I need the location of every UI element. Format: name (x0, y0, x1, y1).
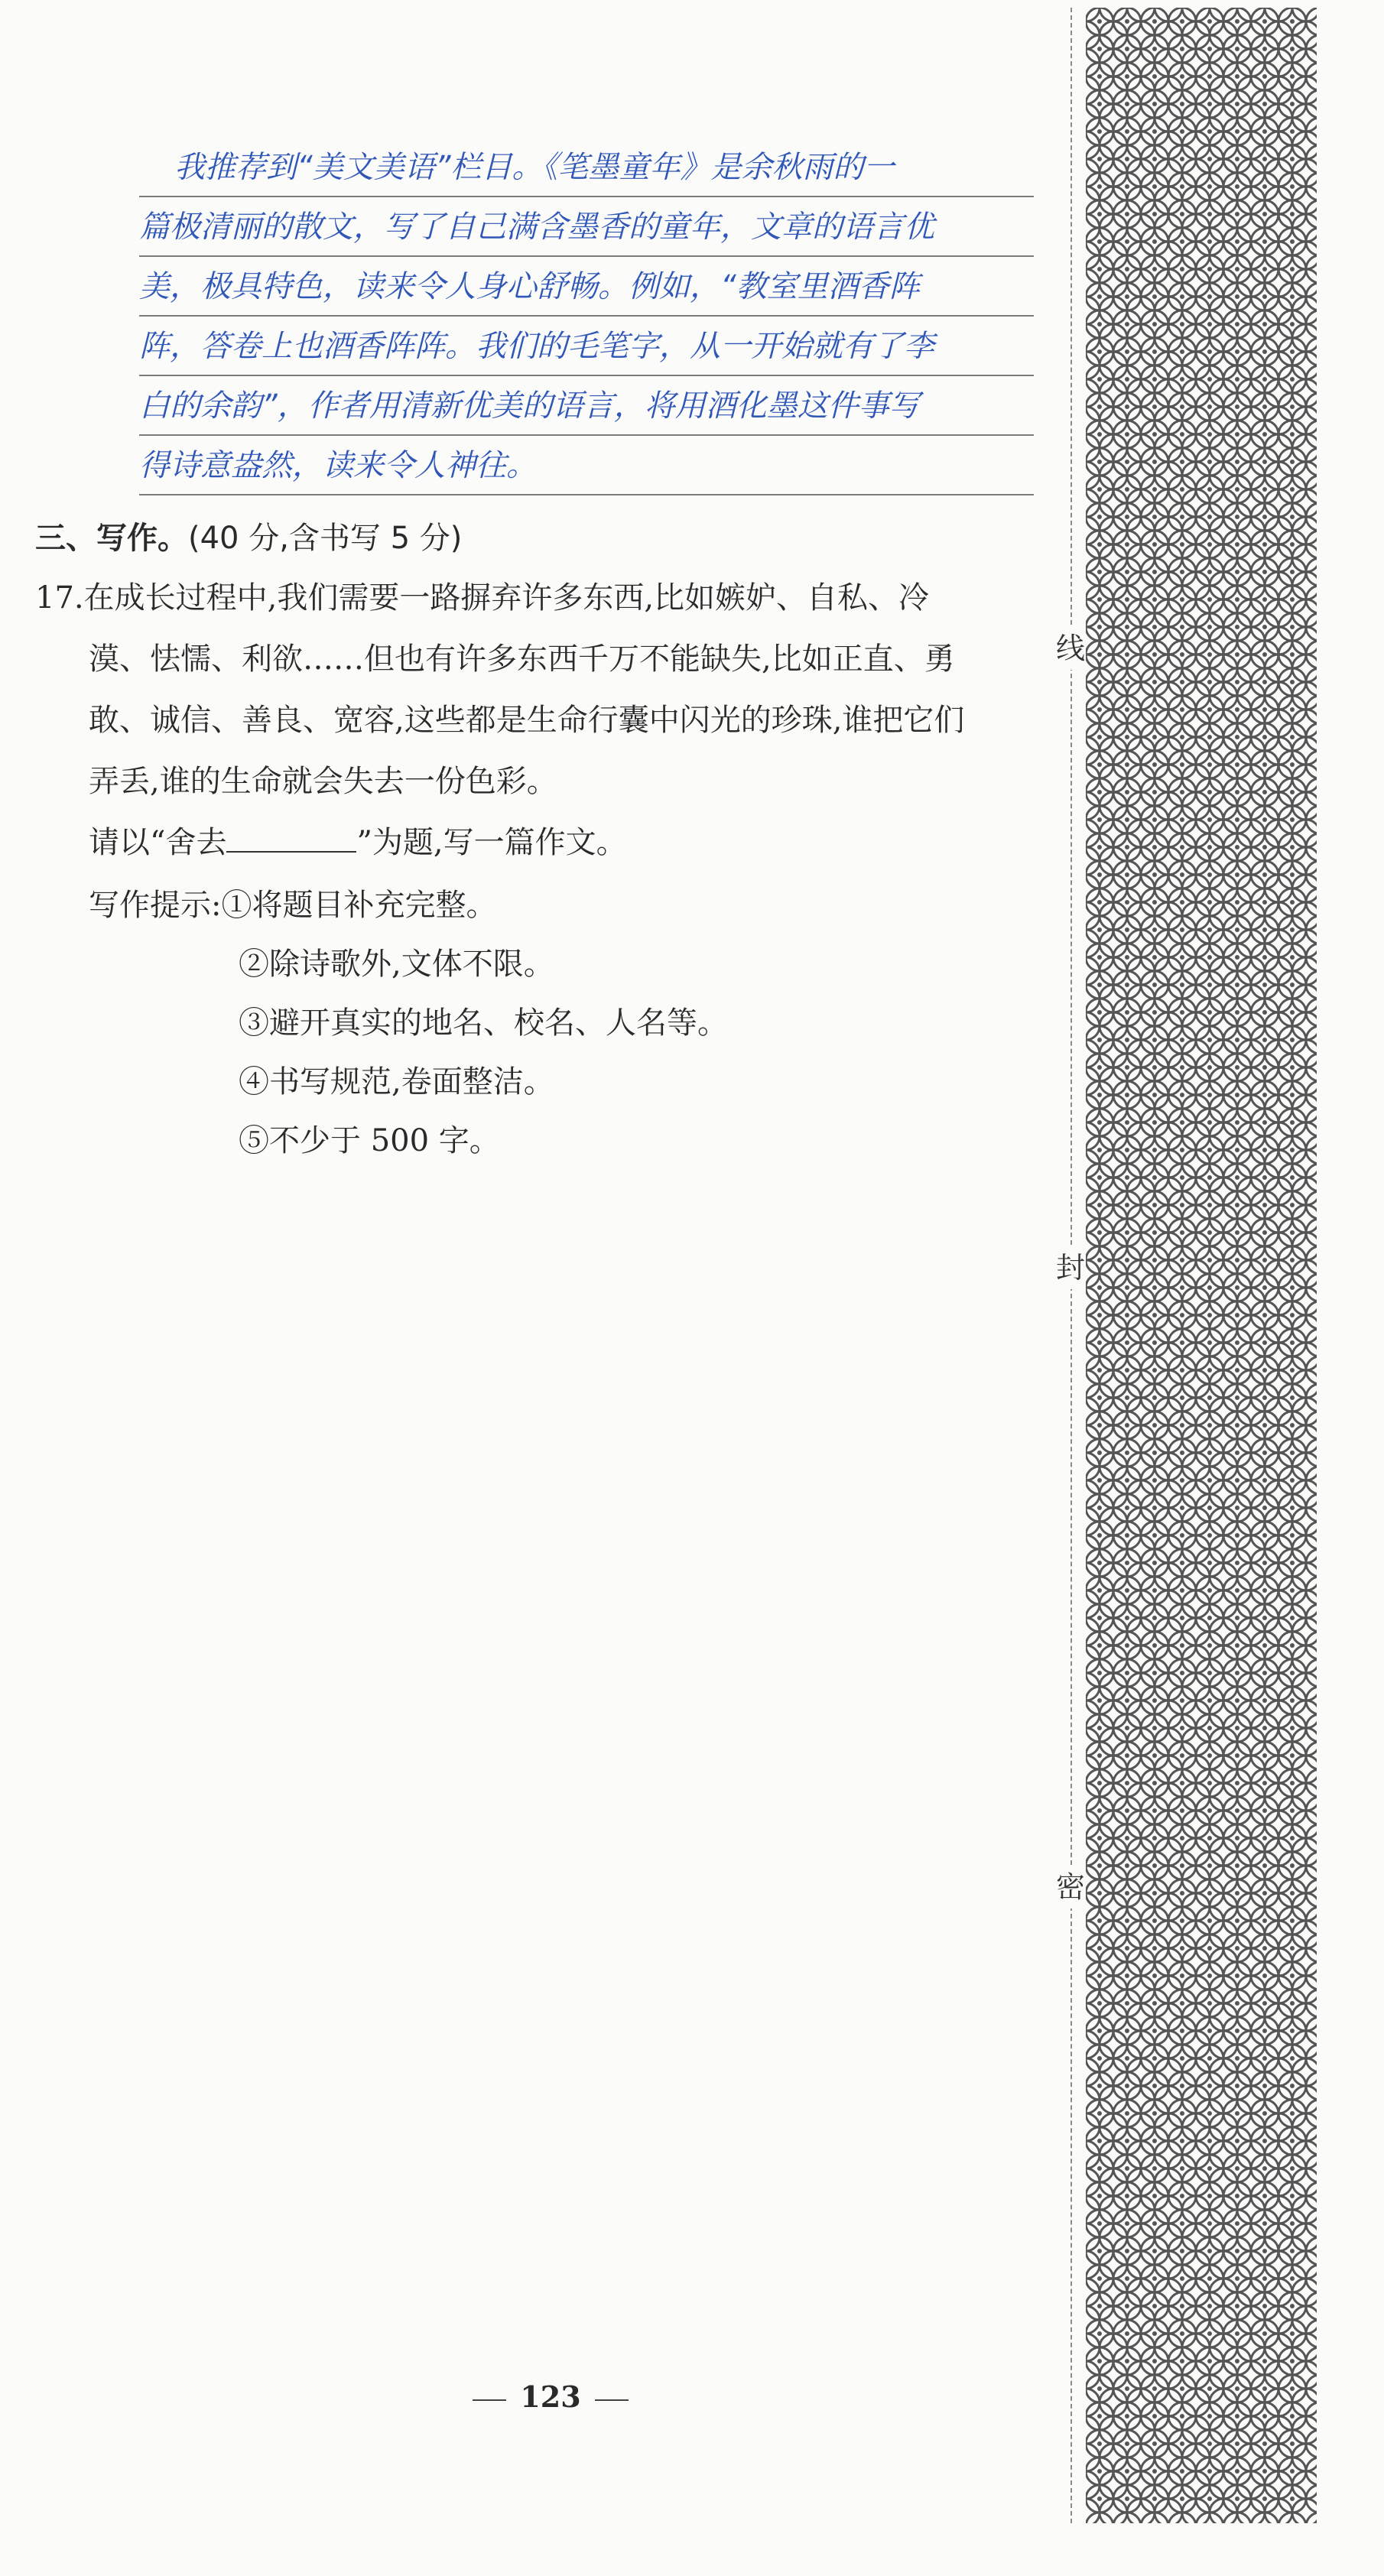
section-title: 三、写作。 (35, 521, 188, 556)
page-number (459, 2379, 642, 2414)
answer-line-6: 得诗意盎然，读来令人神往。 (139, 436, 1034, 495)
writing-tips (89, 876, 728, 1171)
question-number: 17. (35, 580, 84, 616)
decorative-pattern-strip (1086, 8, 1317, 2523)
section-score: (40 分,含书写 5 分) (188, 521, 463, 556)
section-heading (35, 514, 462, 557)
title-blank (226, 820, 356, 853)
binding-char-secret: 密 (1049, 1866, 1092, 1908)
binding-char-seal: 封 (1049, 1246, 1092, 1289)
tip-item: ④书写规范,卷面整洁。 (239, 1064, 554, 1100)
question-text-3: 敢、诚信、善良、宽容,这些都是生命行囊中闪光的珍珠,谁把它们 (89, 703, 965, 738)
dash-left (473, 2399, 506, 2401)
tips-label: 写作提示: (89, 888, 222, 923)
dash-right (595, 2399, 629, 2401)
answer-line-5: 白的余韵”，作者用清新优美的语言，将用酒化墨这件事写 (139, 376, 1034, 436)
question-text-4: 弄丢,谁的生命就会失去一份色彩。 (89, 764, 557, 799)
tip-row-1 (89, 876, 728, 935)
binding-char-line: 线 (1049, 627, 1092, 670)
pattern-svg (1086, 8, 1317, 2523)
handwritten-answer (139, 138, 1034, 495)
answer-line-2: 篇极清丽的散文，写了自己满含墨香的童年，文章的语言优 (139, 197, 1034, 257)
page-number-text: 123 (520, 2379, 581, 2414)
prompt-before: 请以“舍去 (89, 825, 227, 860)
tip-item: ③避开真实的地名、校名、人名等。 (239, 1005, 728, 1041)
question-text-2: 漠、怯懦、利欲……但也有许多东西千万不能缺失,比如正直、勇 (89, 642, 955, 677)
pattern-fill (1086, 8, 1317, 2523)
answer-line-3: 美，极具特色，读来令人身心舒畅。例如，“教室里酒香阵 (139, 257, 1034, 317)
answer-line-4: 阵，答卷上也酒香阵阵。我们的毛笔字，从一开始就有了李 (139, 317, 1034, 376)
question-text-1: 在成长过程中,我们需要一路摒弃许多东西,比如嫉妒、自私、冷 (83, 580, 930, 616)
tip-item: ①将题目补充完整。 (221, 888, 497, 923)
answer-line-1: 我推荐到“美文美语”栏目。《笔墨童年》是余秋雨的一 (139, 138, 1034, 197)
question-line (35, 567, 1044, 629)
tip-item: ②除诗歌外,文体不限。 (239, 947, 554, 982)
question-17 (35, 567, 1044, 873)
prompt-after: ”为题,写一篇作文。 (356, 825, 627, 860)
question-prompt (35, 812, 1044, 873)
tip-item: ⑤不少于 500 字。 (239, 1123, 500, 1158)
